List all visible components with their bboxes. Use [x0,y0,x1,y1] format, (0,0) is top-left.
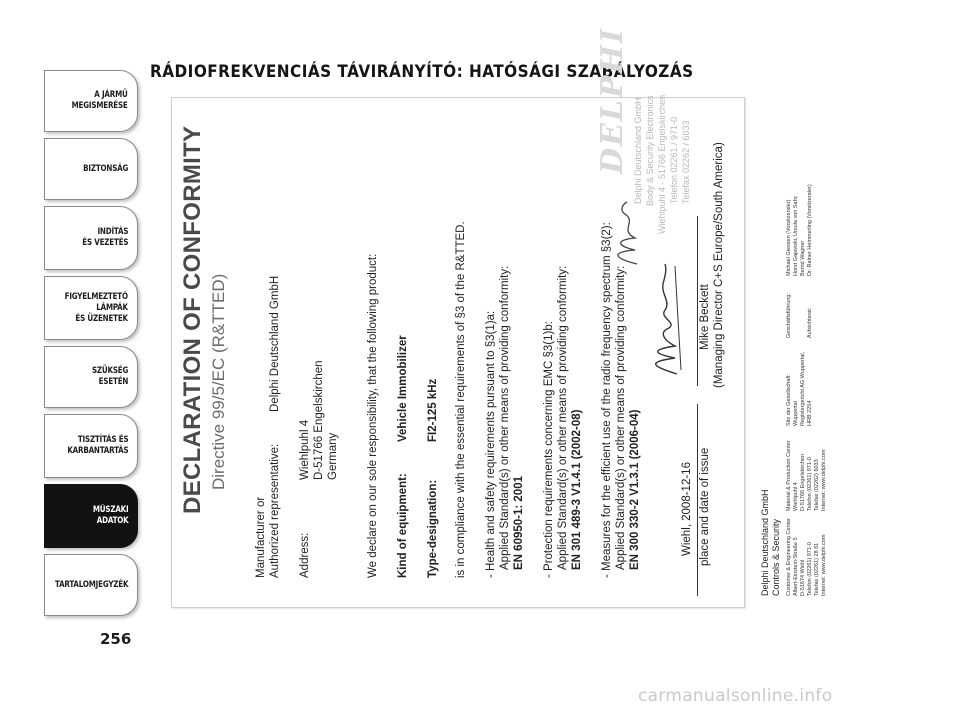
address-line: Wiehlpuhl 4 [299,419,311,480]
tab-warning-lights[interactable] [44,276,138,340]
manufacturer-value: Delphi Deutschland GmbH [269,275,281,412]
doc-subtitle: Directive 99/5/EC (R&TTED) [209,273,228,490]
tab-label: TISZTÍTÁS ÉS KARBANTARTÁS [66,435,128,456]
tab-maintenance[interactable] [44,414,138,478]
place-date-line [697,404,698,596]
applied-standards-label: Applied Standard(s) or other means of providing conformity: [499,265,511,570]
tab-label: FIGYELMEZTETŐ LÁMPÁK ÉS ÜZENETEK [64,291,128,324]
place-date: Wiehl, 2008-12-16 [681,462,693,556]
address-line: Germany [327,432,339,480]
doc-title: DECLARATION OF CONFORMITY [179,125,206,514]
stamp-line: Body & Security Electronics [645,95,655,206]
tab-contents[interactable] [44,554,138,616]
place-date-label: place and date of issue [699,447,711,566]
declare-text: We declare on our sole responsibility, that the following product: [367,253,379,578]
signer-title: (Managing Director C+S Europe/South America) [713,142,725,388]
applied-standards-label: Applied Standard(s) or other means of providing conformity: [615,265,627,570]
stamp-line: Telefon 02261 / 971-0 [669,116,679,204]
watermark: carmanualsonline.info [638,686,833,706]
company-stamp [595,27,715,244]
tab-label: BIZTONSÁG [82,163,128,174]
tab-vehicle-overview[interactable] [44,70,138,132]
page-title: RÁDIOFREKVENCIÁS TÁVIRÁNYÍTÓ: HATÓSÁGI SZABÁLYOZÁS [150,62,694,82]
equipment-label: Kind of equipment: [397,473,409,578]
footer-customer-center: Customer & Engineering Center Albert-Einstein-Straße 5 D-51674 Wiehl Telefon (02261) 971-0 Telefax (02261) 28 81 Internet: www.delphi.com [786,518,827,596]
health-safety-standard: EN 60950-1: 2001 [513,476,525,570]
stamp-line: Telefax 02262 / 6033 [681,120,691,204]
health-safety-req: - Health and safety requirements pursuant to §3(1)a: [485,310,497,578]
tab-label: INDÍTÁS ÉS VEZETÉS [81,227,128,248]
footer-division: Controls & Security [771,518,781,596]
tab-emergency[interactable] [44,346,138,408]
tab-safety[interactable] [44,138,138,200]
applied-standards-label: Applied Standard(s) or other means of providing conformity: [557,265,569,570]
footer-company: Delphi Deutschland GmbH [760,489,770,596]
spectrum-standard: EN 300 330-2 V1.3.1 (2006-04) [629,409,641,570]
compliance-text: is in compliance with the essential requirements of §3 of the R&TTED. [455,221,467,578]
footer-management-names: Michael Giessen (Vorsitzender) Horst Gajewski, Ursula von Sahr, Bernd Wagner Dr. Rainer Hemmerling (Vorsitzender) [786,184,813,276]
signer-name: Mike Beckett [699,284,711,350]
document-footer [760,97,870,606]
footer-management-labels: Geschäftsführung: Aufsichtsrat: [786,293,813,338]
tab-starting-driving[interactable] [44,206,138,270]
signature [641,260,687,380]
equipment-value: Vehicle Immobilizer [397,335,409,442]
emc-req: - Protection requirements concerning EMC §3(1)b: [543,321,555,578]
type-value: FI2-125 kHz [427,378,439,442]
authorized-rep-label: Authorized representative: [269,443,281,578]
address-label: Address: [299,532,311,578]
emc-standard: EN 301 489-3 V1.4.1 (2002-08) [571,409,583,570]
address-line: D-51766 Engelskirchen [313,360,325,480]
tab-label: SZÜKSÉG ESETÉN [91,366,128,387]
tab-technical-data[interactable] [44,484,138,548]
delphi-logo: DELPHI [595,27,630,174]
page-number: 256 [100,630,132,648]
stamp-line: Delphi Deutschland GmbH [633,97,643,204]
stamp-line: Wiehlpuhl 4 - 51766 Engelskirchen [657,94,667,234]
footer-production-center: Material & Production Center Wiehlpuhl 4 D-51766 Engelskirchen Telefon (02261) 971-0 Telefax (02262) 6033 Internet: www.delphi.com [786,440,827,511]
tab-label: A JÁRMŰ MEGISMERÉSE [72,90,128,111]
footer-registration: Sitz der Gesellschaft: Wuppertal Registergericht AG Wuppertal, HRB 2254 [786,351,813,426]
spectrum-req: - Measures for the efficient use of the radio frequency spectrum §3(2): [601,222,613,578]
manufacturer-label: Manufacturer or [255,496,267,578]
tab-label: MŰSZAKI ADATOK [92,505,128,526]
type-label: Type-designation: [427,479,439,578]
tab-label: TARTALOMJEGYZÉK [54,579,128,590]
